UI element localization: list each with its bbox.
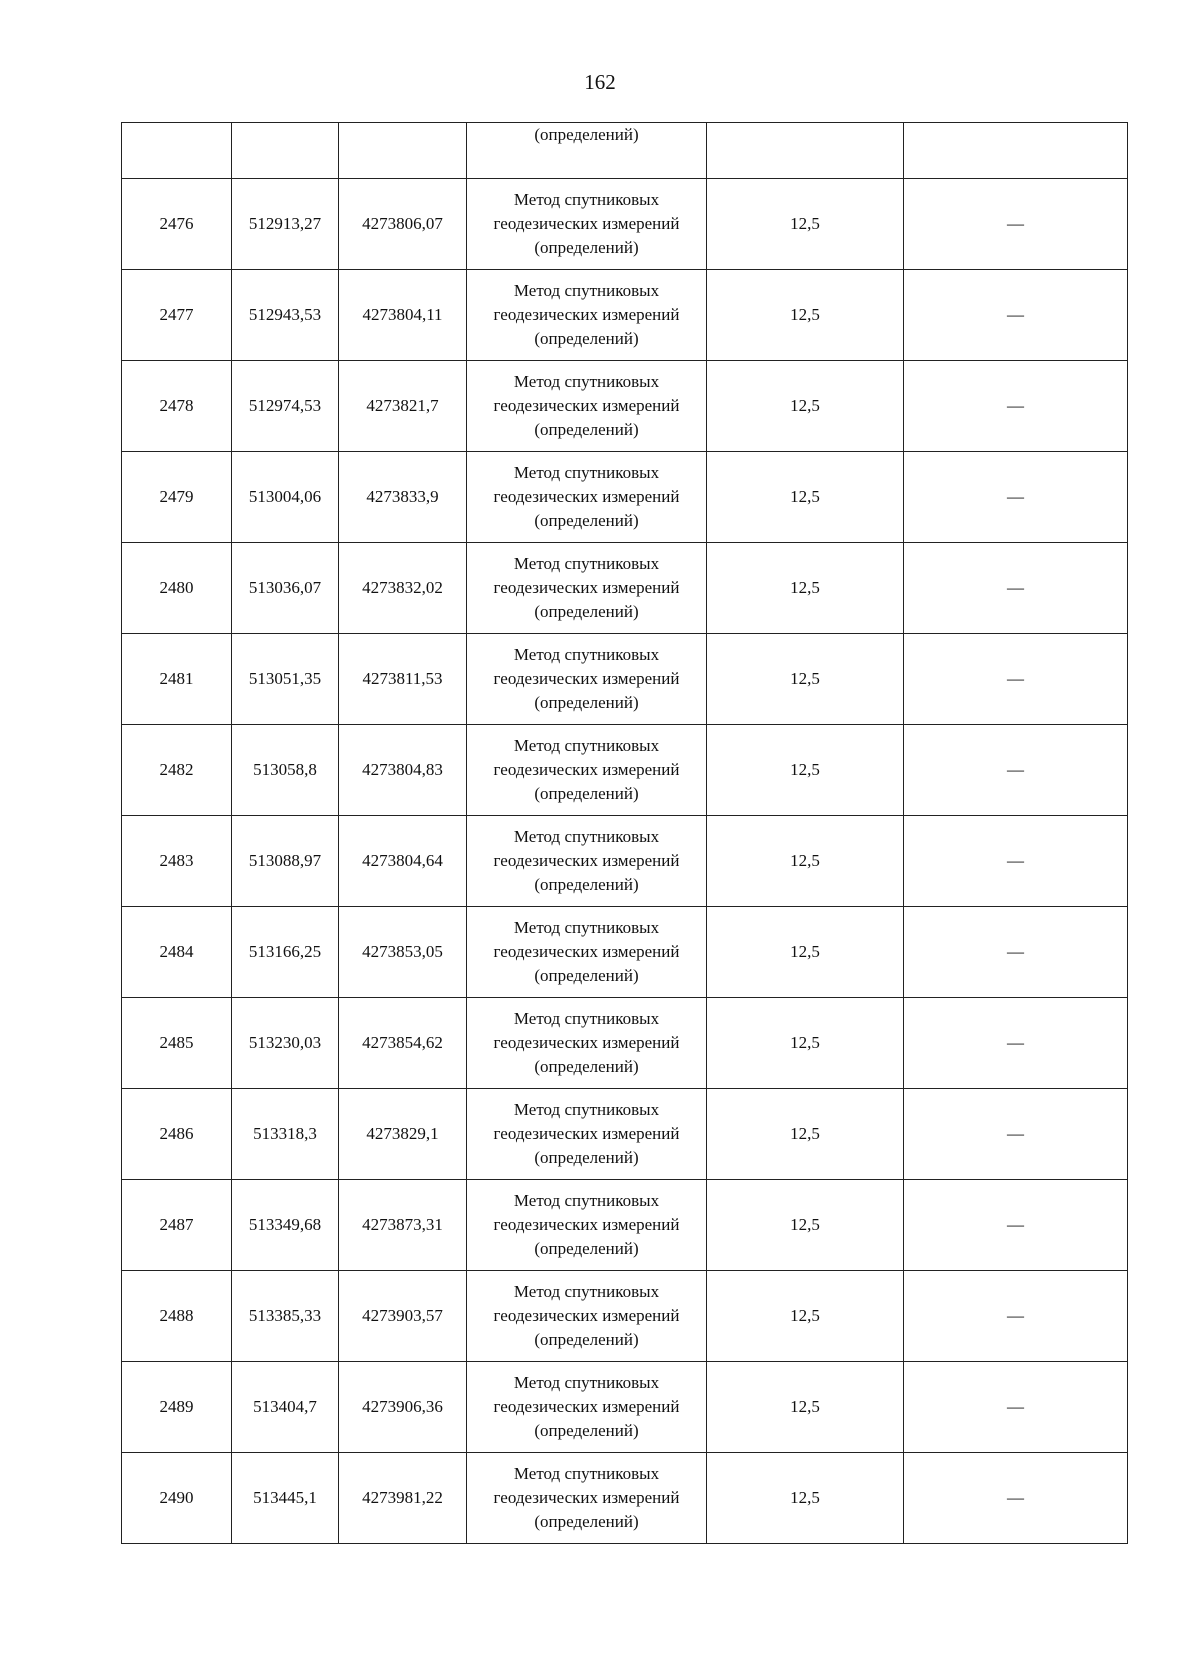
method-text-line: Метод спутниковых (513, 1373, 660, 1392)
method-text-line: Метод спутниковых (513, 463, 660, 482)
x-coordinate-cell: 513385,33 (232, 1271, 339, 1362)
empty-cell (904, 123, 1128, 179)
continuation-text: (определений) (467, 123, 707, 179)
table-row (122, 1180, 1128, 1271)
dash-cell: — (904, 361, 1128, 452)
method-text-line: Метод спутниковых (513, 190, 660, 209)
x-coordinate-cell: 513088,97 (232, 816, 339, 907)
method-cell (467, 543, 707, 634)
method-text-line: (определений) (534, 875, 639, 894)
method-text-line: (определений) (534, 1239, 639, 1258)
x-coordinate-cell: 513404,7 (232, 1362, 339, 1453)
method-text-line: (определений) (534, 966, 639, 985)
x-coordinate-cell: 513445,1 (232, 1453, 339, 1544)
empty-cell (707, 123, 904, 179)
method-cell (467, 634, 707, 725)
dash-cell: — (904, 1362, 1128, 1453)
dash-cell: — (904, 998, 1128, 1089)
method-text-line: Метод спутниковых (513, 645, 660, 664)
method-cell (467, 725, 707, 816)
table-row (122, 452, 1128, 543)
accuracy-cell: 12,5 (707, 270, 904, 361)
method-text-line: (определений) (534, 602, 639, 621)
method-text-line: (определений) (534, 511, 639, 530)
table-body (122, 123, 1128, 1544)
table-row (122, 725, 1128, 816)
accuracy-cell: 12,5 (707, 725, 904, 816)
table-row (122, 998, 1128, 1089)
method-text-line: геодезических измерений (493, 1124, 680, 1143)
method-text-line: (определений) (534, 784, 639, 803)
method-cell (467, 907, 707, 998)
table-row (122, 816, 1128, 907)
y-coordinate-cell: 4273903,57 (339, 1271, 467, 1362)
dash-cell: — (904, 179, 1128, 270)
dash-cell: — (904, 816, 1128, 907)
method-cell (467, 361, 707, 452)
method-text-line: геодезических измерений (493, 396, 680, 415)
y-coordinate-cell: 4273854,62 (339, 998, 467, 1089)
y-coordinate-cell: 4273873,31 (339, 1180, 467, 1271)
point-number-cell: 2487 (122, 1180, 232, 1271)
method-text-line: Метод спутниковых (513, 1282, 660, 1301)
method-cell (467, 1362, 707, 1453)
method-text-line: (определений) (534, 1421, 639, 1440)
method-text-line: (определений) (534, 1512, 639, 1531)
accuracy-cell: 12,5 (707, 1271, 904, 1362)
point-number-cell: 2481 (122, 634, 232, 725)
table-row (122, 179, 1128, 270)
point-number-cell: 2480 (122, 543, 232, 634)
method-text-line: (определений) (534, 1330, 639, 1349)
x-coordinate-cell: 513058,8 (232, 725, 339, 816)
page-number: 162 (584, 70, 616, 94)
x-coordinate-cell: 513166,25 (232, 907, 339, 998)
table-row (122, 634, 1128, 725)
method-text-line: геодезических измерений (493, 1488, 680, 1507)
accuracy-cell: 12,5 (707, 543, 904, 634)
method-text-line: (определений) (534, 1148, 639, 1167)
y-coordinate-cell: 4273981,22 (339, 1453, 467, 1544)
point-number-cell: 2478 (122, 361, 232, 452)
x-coordinate-cell: 513051,35 (232, 634, 339, 725)
continuation-row (122, 123, 1128, 179)
method-text-line: Метод спутниковых (513, 1100, 660, 1119)
method-cell (467, 270, 707, 361)
y-coordinate-cell: 4273806,07 (339, 179, 467, 270)
empty-cell (232, 123, 339, 179)
method-cell (467, 179, 707, 270)
method-text-line: Метод спутниковых (513, 554, 660, 573)
dash-cell: — (904, 634, 1128, 725)
point-number-cell: 2490 (122, 1453, 232, 1544)
x-coordinate-cell: 512974,53 (232, 361, 339, 452)
point-number-cell: 2479 (122, 452, 232, 543)
accuracy-cell: 12,5 (707, 452, 904, 543)
point-number-cell: 2476 (122, 179, 232, 270)
y-coordinate-cell: 4273833,9 (339, 452, 467, 543)
accuracy-cell: 12,5 (707, 361, 904, 452)
y-coordinate-cell: 4273811,53 (339, 634, 467, 725)
dash-cell: — (904, 1271, 1128, 1362)
method-text-line: (определений) (534, 1057, 639, 1076)
y-coordinate-cell: 4273832,02 (339, 543, 467, 634)
method-text-line: геодезических измерений (493, 214, 680, 233)
empty-cell (339, 123, 467, 179)
method-text-line: геодезических измерений (493, 760, 680, 779)
method-text-line: (определений) (534, 238, 639, 257)
x-coordinate-cell: 512913,27 (232, 179, 339, 270)
x-coordinate-cell: 513004,06 (232, 452, 339, 543)
method-text-line: геодезических измерений (493, 1033, 680, 1052)
method-text-line: (определений) (534, 420, 639, 439)
dash-cell: — (904, 452, 1128, 543)
coordinates-table (121, 122, 1128, 1544)
y-coordinate-cell: 4273906,36 (339, 1362, 467, 1453)
method-cell (467, 816, 707, 907)
dash-cell: — (904, 1453, 1128, 1544)
method-text-line: Метод спутниковых (513, 918, 660, 937)
method-text-line: геодезических измерений (493, 305, 680, 324)
table-row (122, 361, 1128, 452)
y-coordinate-cell: 4273853,05 (339, 907, 467, 998)
point-number-cell: 2483 (122, 816, 232, 907)
dash-cell: — (904, 1089, 1128, 1180)
point-number-cell: 2484 (122, 907, 232, 998)
dash-cell: — (904, 725, 1128, 816)
accuracy-cell: 12,5 (707, 179, 904, 270)
x-coordinate-cell: 513349,68 (232, 1180, 339, 1271)
point-number-cell: 2486 (122, 1089, 232, 1180)
method-cell (467, 1089, 707, 1180)
point-number-cell: 2489 (122, 1362, 232, 1453)
method-cell (467, 998, 707, 1089)
method-text-line: Метод спутниковых (513, 1464, 660, 1483)
method-cell (467, 1271, 707, 1362)
method-cell (467, 1453, 707, 1544)
y-coordinate-cell: 4273804,83 (339, 725, 467, 816)
dash-cell: — (904, 1180, 1128, 1271)
method-cell (467, 1180, 707, 1271)
table-row (122, 543, 1128, 634)
method-text-line: геодезических измерений (493, 1397, 680, 1416)
x-coordinate-cell: 512943,53 (232, 270, 339, 361)
method-text-line: геодезических измерений (493, 669, 680, 688)
table-row (122, 1271, 1128, 1362)
method-text-line: геодезических измерений (493, 942, 680, 961)
method-text-line: (определений) (534, 693, 639, 712)
table-row (122, 1362, 1128, 1453)
accuracy-cell: 12,5 (707, 907, 904, 998)
empty-cell (122, 123, 232, 179)
dash-cell: — (904, 543, 1128, 634)
dash-cell: — (904, 270, 1128, 361)
accuracy-cell: 12,5 (707, 1180, 904, 1271)
dash-cell: — (904, 907, 1128, 998)
table-row (122, 907, 1128, 998)
table-row (122, 1089, 1128, 1180)
method-text-line: Метод спутниковых (513, 372, 660, 391)
method-text-line: геодезических измерений (493, 1306, 680, 1325)
x-coordinate-cell: 513318,3 (232, 1089, 339, 1180)
y-coordinate-cell: 4273804,64 (339, 816, 467, 907)
point-number-cell: 2482 (122, 725, 232, 816)
method-text-line: Метод спутниковых (513, 827, 660, 846)
accuracy-cell: 12,5 (707, 1362, 904, 1453)
accuracy-cell: 12,5 (707, 1089, 904, 1180)
x-coordinate-cell: 513036,07 (232, 543, 339, 634)
table-row (122, 1453, 1128, 1544)
method-text-line: Метод спутниковых (513, 281, 660, 300)
method-text-line: геодезических измерений (493, 487, 680, 506)
accuracy-cell: 12,5 (707, 1453, 904, 1544)
table-row (122, 270, 1128, 361)
method-cell (467, 452, 707, 543)
method-text-line: Метод спутниковых (513, 1009, 660, 1028)
point-number-cell: 2488 (122, 1271, 232, 1362)
method-text-line: Метод спутниковых (513, 736, 660, 755)
x-coordinate-cell: 513230,03 (232, 998, 339, 1089)
accuracy-cell: 12,5 (707, 634, 904, 725)
method-text-line: (определений) (534, 329, 639, 348)
y-coordinate-cell: 4273804,11 (339, 270, 467, 361)
accuracy-cell: 12,5 (707, 816, 904, 907)
accuracy-cell: 12,5 (707, 998, 904, 1089)
y-coordinate-cell: 4273821,7 (339, 361, 467, 452)
point-number-cell: 2485 (122, 998, 232, 1089)
method-text-line: геодезических измерений (493, 578, 680, 597)
method-text-line: Метод спутниковых (513, 1191, 660, 1210)
method-text-line: геодезических измерений (493, 1215, 680, 1234)
point-number-cell: 2477 (122, 270, 232, 361)
y-coordinate-cell: 4273829,1 (339, 1089, 467, 1180)
method-text-line: геодезических измерений (493, 851, 680, 870)
